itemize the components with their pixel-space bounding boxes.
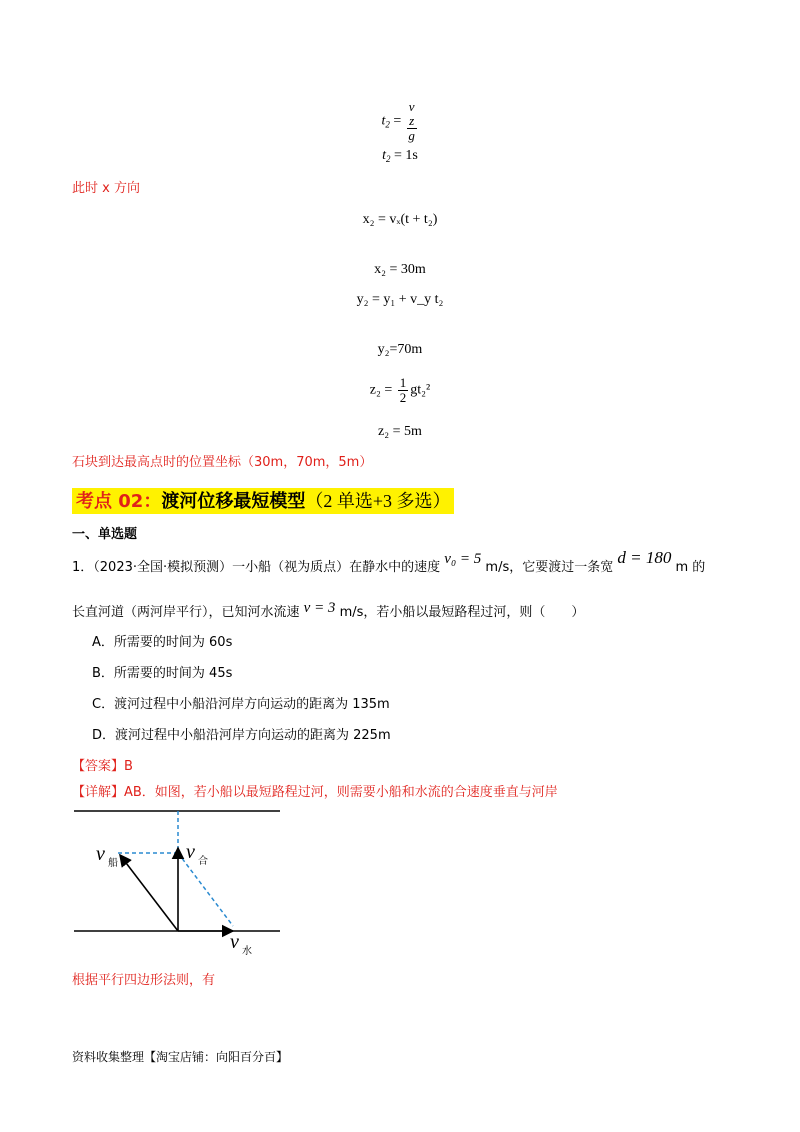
parallelogram-text: 根据平行四边形法则，有 — [72, 973, 216, 988]
question-line-2: 长直河道（两河岸平行），已知河水流速 v = 3 m/s，若小船以最短路程过河，则（ ） — [72, 600, 585, 620]
section-title: 考点 02：渡河位移最短模型（2 单选+3 多选） — [72, 488, 454, 514]
equation-y2-value: y₂=70m — [377, 342, 423, 357]
v-water-sub: 水 — [242, 946, 252, 957]
position-result-text: 石块到达最高点时的位置坐标（30m，70m，5m） — [72, 455, 373, 470]
option-d: D．渡河过程中小船沿河岸方向运动的距离为 225m — [92, 728, 391, 743]
v-boat-arrow — [120, 855, 178, 931]
equation-x2-formula: x₂ = vₓ(t + t₂) — [362, 212, 438, 227]
footer-text: 资料收集整理【淘宝店铺：向阳百分百】 — [72, 1050, 289, 1064]
v-total-label: v — [186, 841, 195, 863]
equation-y2-formula: y₂ = y₁ + v_y t₂ — [356, 292, 444, 307]
fraction: v z g — [408, 99, 415, 143]
subsection-heading: 一、单选题 — [72, 527, 138, 542]
question-line-1: 1．（2023·全国·模拟预测）一小船（视为质点）在静水中的速度 v₀ = 5 m/s，它要渡过一条宽 d = 180 m 的 — [72, 548, 706, 575]
equation-x2-value: x₂ = 30m — [374, 262, 426, 277]
v-total-sub: 合 — [198, 856, 208, 867]
v-boat-sub: 船 — [108, 858, 118, 869]
v-boat-label: v — [96, 843, 105, 865]
equation-t2-value: $t_2 = 1s$ — [382, 148, 418, 164]
option-b: B．所需要的时间为 45s — [92, 666, 233, 681]
option-c: C．渡河过程中小船沿河岸方向运动的距离为 135m — [92, 697, 390, 712]
x-direction-text: 此时 x 方向 — [72, 181, 140, 196]
v-water-label: v — [230, 931, 239, 953]
equation-z2-value: z₂ = 5m — [378, 424, 422, 439]
velocity-diagram — [70, 808, 290, 958]
fraction-one-half: $\frac{1}{2}$ — [399, 375, 407, 405]
option-a: A．所需要的时间为 60s — [92, 635, 233, 650]
equation-t2-fraction: $t_2$ = v z g — [381, 99, 415, 143]
equation-z2-formula: z₂ = $\frac{1}{2}$ gt₂² — [369, 375, 431, 405]
detail-text: 【详解】AB．如图，若小船以最短路程过河，则需要小船和水流的合速度垂直与河岸 — [72, 785, 558, 800]
answer-text: 【答案】B — [72, 759, 133, 774]
